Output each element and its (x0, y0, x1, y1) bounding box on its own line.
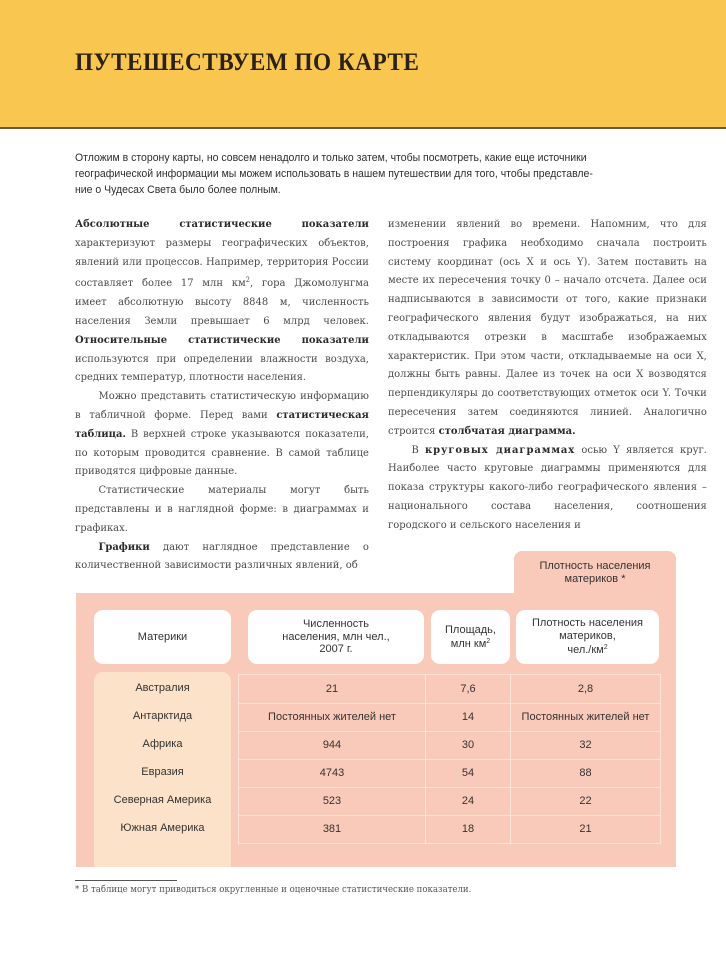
paragraph-absolute-stats (75, 215, 369, 387)
cell-area: 54 (461, 767, 475, 779)
header-label: Материки (137, 630, 188, 643)
right-column (388, 215, 708, 535)
text: характеризуют размеры географических объектов, явлений или процессов. Например, территория России составляет более 17 млн км (75, 236, 369, 290)
cell-density: 32 (579, 739, 592, 751)
header-density (516, 610, 659, 664)
cell-area: 24 (461, 795, 475, 807)
paragraph-graphs (75, 538, 369, 576)
term-graphs: Графики (98, 540, 150, 553)
left-column (75, 215, 370, 575)
cell-density: 22 (579, 795, 592, 807)
header-label: млн км (450, 638, 487, 650)
footnote-divider (75, 880, 177, 881)
cell-density: 88 (579, 767, 592, 779)
term-pie-charts: круговых диаграммах (425, 443, 576, 456)
cell-area: 18 (461, 823, 475, 835)
cell-population: 4743 (319, 767, 345, 779)
header-label: материков, (559, 629, 616, 642)
cell-area: 14 (461, 711, 475, 723)
cell-area: 30 (461, 739, 475, 751)
cell-population: 523 (322, 795, 342, 807)
term-stat-table: статистическая таблица. (75, 408, 369, 440)
table-grid (238, 674, 661, 844)
header-continent (94, 610, 231, 664)
text: используются при определении влажности воздуха, средних температур, плотности населения. (75, 352, 369, 384)
cell-continent: Австралия (135, 682, 190, 694)
text: осью Y является круг. Наиболее часто круговые диаграммы применяются для показа структуры какого-либо географического явления – национального состава населения, соотношения городского и сельского населения и (388, 443, 707, 531)
cell-population: Постоянных жителей нет (268, 711, 396, 723)
cell-density: 21 (579, 823, 592, 835)
superscript: 2 (603, 644, 608, 652)
cell-density: 2,8 (577, 683, 594, 695)
cell-continent: Южная Америка (120, 822, 205, 834)
page-header (0, 0, 726, 129)
superscript: 2 (486, 638, 491, 645)
text: дают наглядное представление о количественной зависимости различных явлений, об (75, 540, 369, 572)
superscript: 2 (245, 276, 250, 285)
footnote: * В таблице могут приводиться округленные и оценочные статистические показатели. (75, 885, 472, 895)
text: изменении явлений во времени. Напомним, что для построения графика необходимо сначала построить систему координат (ось X и ось Y). Затем поставить на месте их пересечения точку 0 – начало отсчета. Далее оси надписываются в зависимости от того, какие признаки географического явления будут изображаться, на них откладываются отрезки в масштабе изображаемых характеристик. При этом части, откладываемые на оси X, должны быть равны. Далее из точек на оси X возводятся перпендикуляры до соответствующих отметок оси Y. Точки пересечения затем соединяются линией. Аналогично строится (388, 218, 707, 437)
table-row (239, 787, 660, 815)
header-area (431, 610, 510, 664)
cell-continent: Африка (142, 738, 183, 750)
header-label: Площадь, (445, 623, 496, 636)
header-label: Плотность населения (531, 617, 644, 630)
cell-population: 381 (322, 823, 342, 835)
cell-area: 7,6 (460, 683, 476, 695)
table-row (239, 703, 660, 731)
table-row (239, 815, 660, 843)
term-absolute: Абсолютные статистические показатели (75, 218, 369, 230)
table-row (239, 731, 660, 759)
cell-population: 21 (325, 683, 339, 695)
cell-continent: Евразия (141, 766, 184, 778)
intro-paragraph: Отложим в сторону карты, но совсем ненадолго и только затем, чтобы посмотреть, какие еще источники географической информации мы можем использовать в нашем путешествии для того, чтобы представле-ние о Чудесах Света было более полным. (75, 152, 593, 196)
page-title: ПУТЕШЕСТВУЕМ ПО КАРТЕ (75, 49, 420, 76)
paragraph-pie-charts (388, 441, 707, 535)
header-label: Численность (302, 618, 370, 631)
text: В верхней строке указываются показатели, по которым проводится сравнение. В самой таблице приводятся цифровые данные. (75, 427, 369, 478)
term-relative: Относительные статистические показатели (75, 333, 369, 346)
paragraph-visual: Статистические материалы могут быть представлены и в наглядной форме: в диаграммах и графиках. (75, 484, 369, 534)
header-population (248, 610, 424, 664)
cell-continent: Северная Америка (113, 794, 212, 806)
text: В (411, 443, 426, 456)
paragraph-table (75, 387, 369, 481)
table-row (239, 759, 660, 787)
term-bar-chart: столбчатая диаграмма. (438, 424, 576, 437)
cell-continent: Антарктида (132, 710, 193, 722)
header-label: 2007 г. (319, 643, 353, 656)
paragraph-graph-construction (388, 215, 707, 441)
text: Можно представить статистическую информацию в табличной форме. Перед вами (75, 390, 369, 421)
group-header-label: Плотность населения материков * (539, 560, 651, 585)
cell-density: Постоянных жителей нет (521, 711, 650, 723)
header-label: чел./км (567, 644, 604, 657)
cell-population: 944 (322, 739, 342, 751)
text: , гора Джомолунгма имеет абсолютную высоту 8848 м, численность населения Земли превышает 6 млрд человек. (75, 277, 369, 327)
table-row (239, 675, 660, 703)
header-label: населения, млн чел., (282, 630, 390, 643)
